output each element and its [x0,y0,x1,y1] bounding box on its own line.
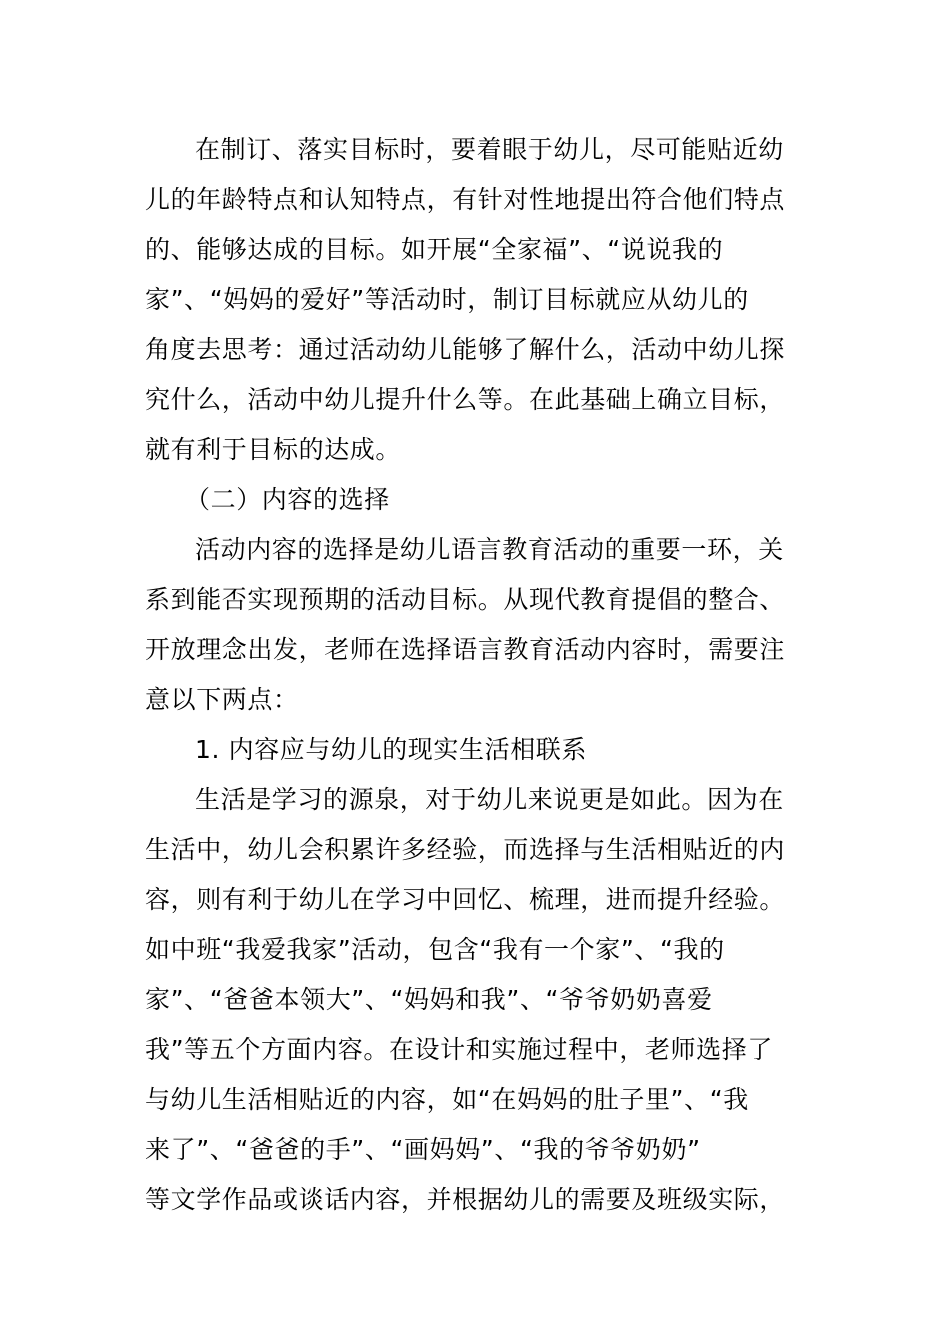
paragraph-2-line-2: 系到能否实现预期的活动目标。从现代教育提倡的整合、 [145,585,786,614]
paragraph-3-line-1: 生活是学习的源泉，对于幼儿来说更是如此。因为在 [195,785,784,814]
paragraph-1-line-5: 角度去思考：通过活动幼儿能够了解什么，活动中幼儿探 [145,335,786,364]
paragraph-1-line-3: 的、能够达成的目标。如开展“全家福”、“说说我的 [145,235,724,264]
paragraph-1-line-4: 家”、“妈妈的爱好”等活动时，制订目标就应从幼儿的 [145,285,749,314]
paragraph-3-line-5: 家”、“爸爸本领大”、“妈妈和我”、“爷爷奶奶喜爱 [145,985,713,1014]
paragraph-3-line-7: 与幼儿生活相贴近的内容，如“在妈妈的肚子里”、“我 [145,1085,749,1114]
section-heading: （二）内容的选择 [185,485,390,514]
paragraph-3-line-9: 等文学作品或谈话内容，并根据幼儿的需要及班级实际， [145,1185,786,1214]
paragraph-3-line-4: 如中班“我爱我家”活动，包含“我有一个家”、“我的 [145,935,725,964]
paragraph-3-line-6: 我”等五个方面内容。在设计和实施过程中，老师选择了 [145,1035,773,1064]
paragraph-2-line-3: 开放理念出发，老师在选择语言教育活动内容时，需要注 [145,635,786,664]
paragraph-3-line-2: 生活中，幼儿会积累许多经验，而选择与生活相贴近的内 [145,835,786,864]
paragraph-1-line-2: 儿的年龄特点和认知特点，有针对性地提出符合他们特点 [145,185,786,214]
paragraph-1-line-6: 究什么，活动中幼儿提升什么等。在此基础上确立目标， [145,385,786,414]
paragraph-3-line-8: 来了”、“爸爸的手”、“画妈妈”、“我的爷爷奶奶” [145,1135,701,1164]
paragraph-3-line-3: 容，则有利于幼儿在学习中回忆、梳理，进而提升经验。 [145,885,786,914]
paragraph-2-line-4: 意以下两点： [145,685,299,714]
paragraph-2-line-1: 活动内容的选择是幼儿语言教育活动的重要一环，关 [195,535,784,564]
paragraph-1-line-1: 在制订、落实目标时，要着眼于幼儿，尽可能贴近幼 [195,135,784,164]
paragraph-1-line-7: 就有利于目标的达成。 [145,435,402,464]
subsection-heading: 1. 内容应与幼儿的现实生活相联系 [195,735,588,764]
